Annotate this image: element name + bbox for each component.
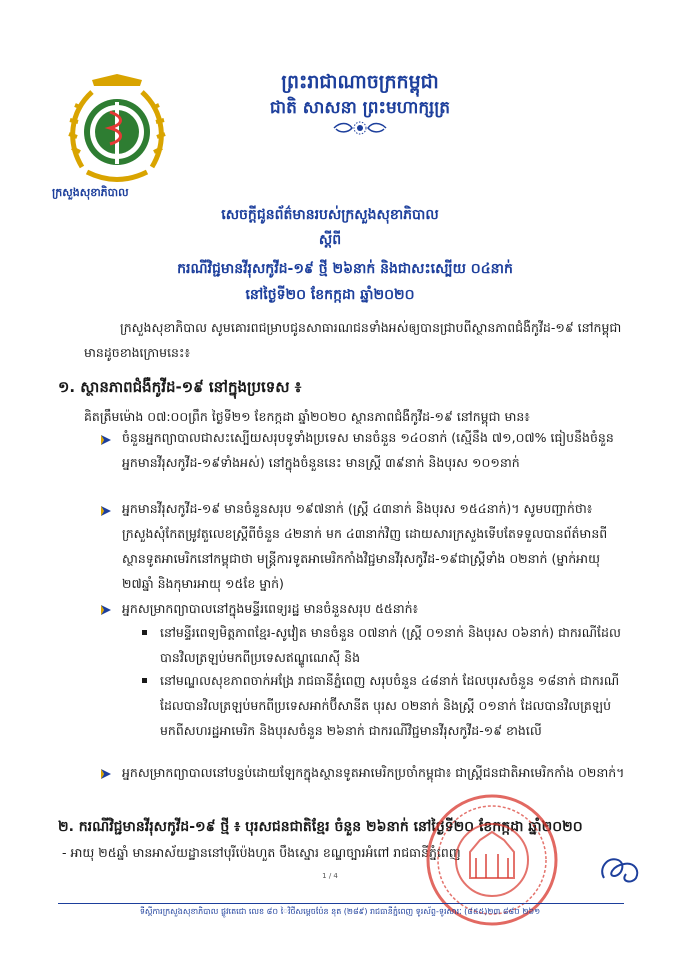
chak-angre-health-center-item: នៅមណ្ឌលសុខភាពចាក់អង្រែ រាជធានីភ្នំពេញ សរុបចំនួន ៤៨នាក់ ដែលបុរសចំនួន ១៨នាក់ ជាករណីដែលបានវិលត្រឡប់មកពីប្រទេសអាក់ប៊ីសានីត បុរស ០២នាក់ និងស្ត្រី ០១នាក់ ដែលបានវិលត្រឡប់មកពីសហរដ្ឋអាមេរិក និងបុរសចំនួន ២៦នាក់ ជាករណីវិជ្ជមានវីរុសកូវីដ-១៩ ខាងលើ: [160, 673, 620, 738]
ministry-logo: [62, 72, 172, 202]
total-cases-bullet: អ្នកមានវីរុសកូវីដ-១៩ មានចំនួនសរុប ១៩៧នាក់ (ស្ត្រី ៤៣នាក់ និងបុរស ១៥៤នាក់)។ សូមបញ្ជាក់ថា៖ ក្រសួងសុំកែតម្រូវតួលេខស្ត្រីពីចំនួន ៤២នាក់ មក ៤៣នាក់វិញ ដោយសារក្រសួងទើបតែទទួលបានព័ត៌មានពីស្ថានទូតអាមេរិកនៅកម្ពុជាថា មន្ត្រីការទូតអាមេរិកកាំងវិជ្ជមានវីរុសកូវីដ-១៩ជាស្ត្រីទាំង ០២នាក់ (ម្នាក់អាយុ ២៧ឆ្នាំ និងកុមារអាយុ ១៥ខែ ម្នាក់): [122, 501, 608, 591]
square-bullet-icon: [142, 678, 147, 683]
recovered-bullet: ចំនួនអ្នកព្យាបាលជាសះស្បើយសរុបទូទាំងប្រទេស មានចំនួន ១៤០នាក់ (ស្មើនឹង ៧១,០៧% ធៀបនឹងចំនួនអ្នកមានវីរុសកូវីដ-១៩ទាំងអស់) នៅក្នុងចំនួននេះ មានស្ត្រី ៣៩នាក់ និងបុរស ១០១នាក់: [122, 430, 614, 470]
khmer-soviet-hospital-item: នៅមន្ទីរពេទ្យមិត្តភាពខ្មែរ-សូវៀត មានចំនួន ០៧នាក់ (ស្ត្រី ០១នាក់ និងបុរស ០៦នាក់) ជាករណីដែលបានវិលត្រឡប់មកពីប្រទេសឥណ្ឌូណេស៊ី និង: [160, 625, 621, 665]
section-2-heading: ២. ករណីវិជ្ជមានវីរុសកូវីដ-១៩ ថ្មី ៖ បុរសជនជាតិខ្មែរ ចំនួន ២៦នាក់ នៅថ្ងៃទី២០ ខែកក្កដា ឆ្នាំ២០២០: [58, 819, 583, 835]
national-motto: ជាតិ សាសនា ព្រះមហាក្សត្រ: [269, 98, 451, 118]
press-release-headline: ករណីវិជ្ជមានវីរុសកូវីដ-១៩ ថ្មី ២៦នាក់ និងជាសះស្បើយ ០៤នាក់: [177, 261, 513, 277]
arrow-bullet-icon: [100, 768, 112, 780]
footer-address: ទីស្តីការក្រសួងសុខាភិបាល ផ្លូវតេជោ លេខ ៨០ ៃវិថីសម្តេចប៉ែន នុត (២៨៩) រាជធានីភ្នំពេញ ទូរស័ព្ទ-ទូរសារៈ (៨៥៥)២៣ ៨៨០ ២៦១: [139, 907, 541, 916]
arrow-bullet-icon: [100, 434, 112, 446]
hospitalized-bullet: អ្នកសម្រាកព្យាបាលនៅក្នុងមន្ទីរពេទ្យរដ្ឋ មានចំនួនសរុប ៥៥នាក់៖: [122, 601, 419, 616]
page-number: 1 / 4: [322, 872, 338, 880]
section-1-heading: ១. ស្ថានភាពជំងឺកូវីដ-១៩ នៅក្នុងប្រទេស ៖: [58, 378, 302, 396]
section-1-lead: គិតត្រឹមម៉ោង ០៧:០០ព្រឹក ថ្ងៃទី២១ ខែកក្កដា ឆ្នាំ២០២០ ស្ថានភាពជំងឺកូវីដ-១៩ នៅកម្ពុជា មាន៖: [84, 409, 530, 424]
press-release-about: ស្តីពី: [318, 232, 342, 248]
crown-icon: [92, 74, 142, 86]
ribbon-icon: [87, 172, 147, 180]
decorative-flourish-icon: [330, 120, 390, 134]
kingdom-title: ព្រះរាជាណាចក្រកម្ពុជា: [281, 71, 439, 93]
embassy-isolation-bullet: អ្នកសម្រាកព្យាបាលនៅបន្ទប់ដោយឡែកក្នុងស្ថានទូតអាមេរិកប្រចាំកម្ពុជា៖ ជាស្ត្រីជនជាតិអាមេរិកកាំង ០២នាក់។: [122, 765, 625, 780]
ministry-caption: ក្រសួងសុខាភិបាល: [52, 186, 129, 199]
arrow-bullet-icon: [100, 505, 112, 517]
square-bullet-icon: [142, 630, 147, 635]
intro-paragraph: ក្រសួងសុខាភិបាល សូមគោរពជម្រាបជូនសាធារណជនទាំងអស់ឲ្យបានជ្រាបពីស្ថានភាពជំងឺកូវីដ-១៩ នៅកម្ពុជា មានដូចខាងក្រោមនេះ៖: [84, 320, 622, 360]
press-release-date: នៅថ្ងៃទី២០ ខែកក្កដា ឆ្នាំ២០២០: [245, 287, 415, 303]
press-release-title: សេចក្តីជូនព័ត៌មានរបស់ក្រសួងសុខាភិបាល: [221, 207, 439, 223]
footer-divider: [58, 903, 624, 904]
signature-icon: [596, 848, 644, 888]
arrow-bullet-icon: [100, 604, 112, 616]
new-case-detail: - អាយុ ២៥ឆ្នាំ មានអាស័យដ្ឋាននៅបុរីប៉េងហួត បឹងស្នោរ ខណ្ឌច្បារអំពៅ រាជធានីភ្នំពេញ: [62, 845, 461, 860]
